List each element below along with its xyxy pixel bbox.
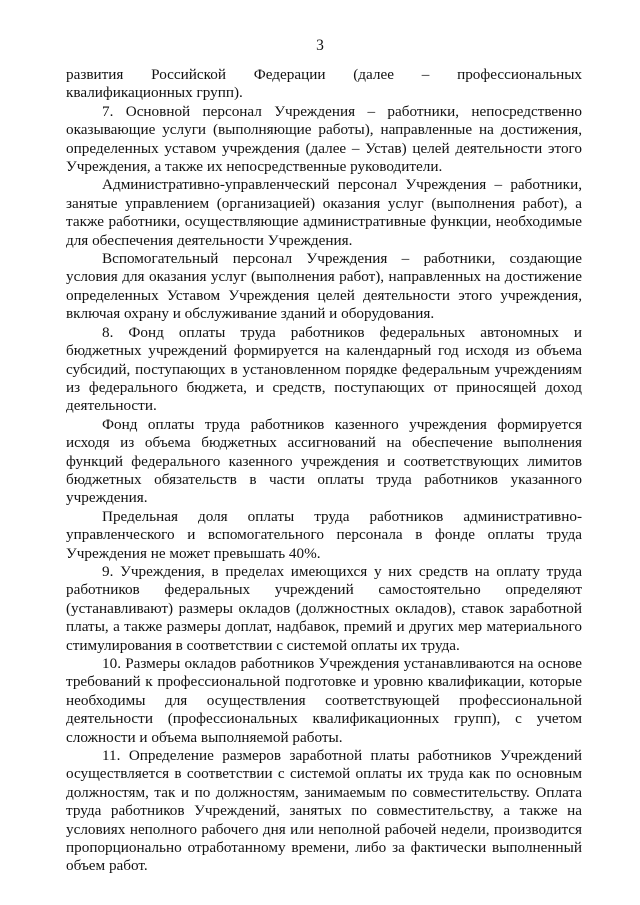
paragraph-continuation: развития Российской Федерации (далее – профессиональных квалификационных групп).: [66, 66, 582, 102]
document-body: [66, 66, 582, 876]
paragraph-state-institution-fund: Фонд оплаты труда работников казенного учреждения формируется исходя из объема бюджетных ассигнований на обеспечение выполнения функций федерального казенного учреждения и соответствующих лимитов бюджетных обязательств в части оплаты труда работников указанного учреждения.: [66, 415, 582, 507]
paragraph-support-staff: Вспомогательный персонал Учреждения – работники, создающие условия для оказания услуг (выполнения работ), направленных на достижение определенных Уставом Учреждения целей деятельности этого учреждения, включая охрану и обслуживание зданий и оборудования.: [66, 250, 582, 323]
paragraph-admin-staff: Административно-управленческий персонал Учреждения – работники, занятые управлением (организацией) оказания услуг (выполнения работ), а также работники, осуществляющие административные функции, необходимые для обеспечения деятельности Учреждения.: [66, 176, 582, 249]
paragraph-7-core-staff: 7. Основной персонал Учреждения – работники, непосредственно оказывающие услуги (выполняющие работы), направленные на достижения, определенных уставом учреждения (далее – Устав) целей деятельности этого Учреждения, а также их непосредственные руководители.: [66, 102, 582, 176]
page-number: 3: [316, 37, 324, 54]
paragraph-10-salary-levels: 10. Размеры окладов работников Учреждения устанавливаются на основе требований к профессиональной подготовке и уровню квалификации, которые необходимы для осуществления соответствующей профессиональной деятельности (профессиональных квалификационных групп), с учетом сложности и объема выполняемой работы.: [66, 655, 582, 746]
paragraph-11-salary-determination: 11. Определение размеров заработной платы работников Учреждений осуществляется в соответствии с системой оплаты их труда как по основным должностям, так и по должностям, занимаемым по совместительству. Оплата труда работников Учреждений, занятых по совместительству, а также на условиях неполного рабочего дня или неполной рабочей недели, производится пропорционально отработанному времени, либо за фактически выполненный объем работ.: [66, 747, 582, 875]
paragraph-admin-share-limit: Предельная доля оплаты труда работников административно-управленческого и вспомогательного персонала в фонде оплаты труда Учреждения не может превышать 40%.: [66, 507, 582, 562]
paragraph-8-payroll-fund: 8. Фонд оплаты труда работников федеральных автономных и бюджетных учреждений формируется на календарный год исходя из объема субсидий, поступающих в установленном порядке федеральным учреждениям из федерального бюджета, и средств, поступающих от приносящей доход деятельности.: [66, 323, 582, 415]
paragraph-9-salary-setting: 9. Учреждения, в пределах имеющихся у них средств на оплату труда работников федеральных учреждений самостоятельно определяют (устанавливают) размеры окладов (должностных окладов), ставок заработной платы, а также размеры доплат, надбавок, премий и других мер материального стимулирования в соответствии с системой оплаты их труда.: [66, 562, 582, 654]
